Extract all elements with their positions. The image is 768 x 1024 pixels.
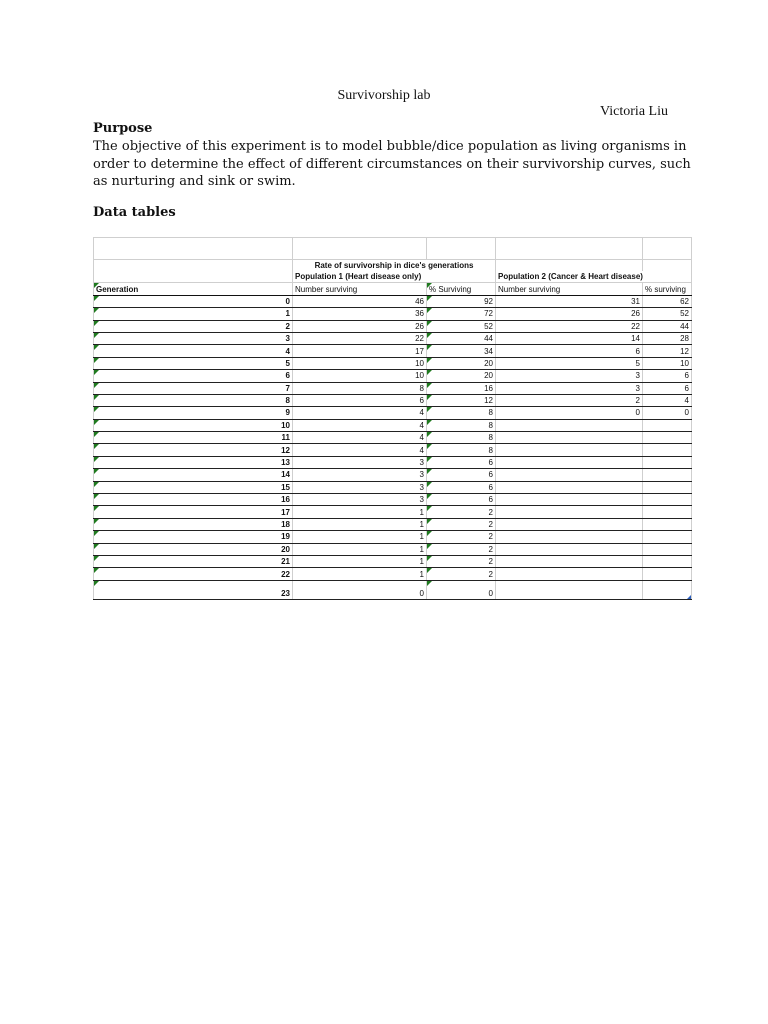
pop2-number-cell: 6 — [496, 345, 643, 357]
pop1-number-cell: 4 — [293, 444, 427, 456]
column-header-row — [94, 283, 692, 295]
pop2-percent-cell: 44 — [643, 320, 692, 332]
table-row — [94, 518, 692, 530]
pop1-number-cell: 1 — [293, 555, 427, 567]
data-tables-heading: Data tables — [93, 205, 176, 220]
population-1-label: Population 1 (Heart disease only) — [293, 271, 496, 283]
pop1-number-cell: 46 — [293, 295, 427, 307]
pop1-number-cell: 3 — [293, 494, 427, 506]
pop1-percent-cell: 8 — [427, 419, 496, 431]
pop2-number-cell: 0 — [496, 407, 643, 419]
pop2-number-cell — [496, 481, 643, 493]
pop1-percent-cell: 2 — [427, 555, 496, 567]
table-row — [94, 394, 692, 406]
pop2-number-cell — [496, 444, 643, 456]
table-row — [94, 357, 692, 369]
pop2-number-cell — [496, 555, 643, 567]
pop1-number-cell: 10 — [293, 370, 427, 382]
pop1-number-cell: 10 — [293, 357, 427, 369]
pop1-number-cell: 1 — [293, 506, 427, 518]
generation-cell: 8 — [94, 394, 293, 406]
pop2-percent-cell — [643, 481, 692, 493]
pop1-number-cell: 1 — [293, 568, 427, 580]
purpose-heading: Purpose — [93, 121, 153, 136]
generation-cell: 20 — [94, 543, 293, 555]
generation-cell: 21 — [94, 555, 293, 567]
generation-cell: 17 — [94, 506, 293, 518]
pop1-number-cell: 4 — [293, 432, 427, 444]
pop2-number-cell — [496, 518, 643, 530]
generation-cell: 13 — [94, 456, 293, 468]
column-header-pop2-number: Number surviving — [496, 283, 643, 295]
column-header-generation: Generation — [94, 283, 293, 295]
pop1-number-cell: 4 — [293, 419, 427, 431]
pop1-percent-cell: 72 — [427, 308, 496, 320]
pop2-number-cell — [496, 568, 643, 580]
pop2-percent-cell — [643, 518, 692, 530]
pop2-number-cell: 2 — [496, 394, 643, 406]
pop1-number-cell: 1 — [293, 543, 427, 555]
pop1-percent-cell: 0 — [427, 580, 496, 599]
generation-cell: 1 — [94, 308, 293, 320]
pop2-number-cell: 26 — [496, 308, 643, 320]
pop1-percent-cell: 16 — [427, 382, 496, 394]
document-title: Survivorship lab — [337, 88, 431, 103]
pop1-percent-cell: 8 — [427, 432, 496, 444]
table-row — [94, 432, 692, 444]
pop1-number-cell: 26 — [293, 320, 427, 332]
column-header-pop1-number: Number surviving — [293, 283, 427, 295]
pop1-percent-cell: 6 — [427, 481, 496, 493]
table-row — [94, 494, 692, 506]
table-row — [94, 295, 692, 307]
table-row — [94, 370, 692, 382]
pop2-percent-cell — [643, 531, 692, 543]
pop2-number-cell: 14 — [496, 332, 643, 344]
pop2-number-cell: 5 — [496, 357, 643, 369]
population-2-label: Population 2 (Cancer & Heart disease) — [496, 271, 692, 283]
table-row — [94, 444, 692, 456]
table-row — [94, 419, 692, 431]
generation-cell: 2 — [94, 320, 293, 332]
pop1-percent-cell: 6 — [427, 456, 496, 468]
pop1-percent-cell: 6 — [427, 469, 496, 481]
pop2-percent-cell: 12 — [643, 345, 692, 357]
generation-cell: 23 — [94, 580, 293, 599]
generation-cell: 19 — [94, 531, 293, 543]
pop2-percent-cell: 0 — [643, 407, 692, 419]
pop1-percent-cell: 2 — [427, 518, 496, 530]
pop1-percent-cell: 2 — [427, 506, 496, 518]
pop1-number-cell: 3 — [293, 456, 427, 468]
pop1-percent-cell: 20 — [427, 357, 496, 369]
pop2-percent-cell — [643, 432, 692, 444]
pop1-number-cell: 1 — [293, 531, 427, 543]
generation-cell: 22 — [94, 568, 293, 580]
pop2-percent-cell — [643, 543, 692, 555]
blank-header-row — [94, 238, 692, 260]
generation-cell: 10 — [94, 419, 293, 431]
pop2-percent-cell — [643, 555, 692, 567]
pop1-number-cell: 3 — [293, 481, 427, 493]
table-row — [94, 308, 692, 320]
pop1-percent-cell: 52 — [427, 320, 496, 332]
table-row — [94, 382, 692, 394]
table-row — [94, 345, 692, 357]
pop1-number-cell: 1 — [293, 518, 427, 530]
pop1-percent-cell: 6 — [427, 494, 496, 506]
pop1-percent-cell: 12 — [427, 394, 496, 406]
table-row — [94, 580, 692, 599]
generation-cell: 9 — [94, 407, 293, 419]
table-row — [94, 555, 692, 567]
pop1-number-cell: 22 — [293, 332, 427, 344]
pop2-percent-cell — [643, 568, 692, 580]
pop1-percent-cell: 2 — [427, 568, 496, 580]
pop1-percent-cell: 8 — [427, 444, 496, 456]
generation-cell: 7 — [94, 382, 293, 394]
pop2-number-cell: 31 — [496, 295, 643, 307]
pop2-percent-cell — [643, 419, 692, 431]
pop2-percent-cell — [643, 444, 692, 456]
table-caption-row — [94, 260, 692, 272]
table-row — [94, 456, 692, 468]
pop2-number-cell — [496, 580, 643, 599]
pop1-number-cell: 8 — [293, 382, 427, 394]
generation-cell: 6 — [94, 370, 293, 382]
generation-cell: 11 — [94, 432, 293, 444]
pop1-percent-cell: 2 — [427, 543, 496, 555]
pop1-number-cell: 4 — [293, 407, 427, 419]
table-row — [94, 568, 692, 580]
pop2-percent-cell — [643, 456, 692, 468]
table-row — [94, 506, 692, 518]
pop1-percent-cell: 8 — [427, 407, 496, 419]
pop2-percent-cell: 6 — [643, 382, 692, 394]
column-header-pop2-percent: % surviving — [643, 283, 692, 295]
pop2-percent-cell: 4 — [643, 394, 692, 406]
pop2-number-cell — [496, 494, 643, 506]
pop2-number-cell: 3 — [496, 382, 643, 394]
pop2-percent-cell — [643, 469, 692, 481]
pop2-number-cell — [496, 432, 643, 444]
pop2-number-cell — [496, 506, 643, 518]
pop2-percent-cell: 52 — [643, 308, 692, 320]
pop1-percent-cell: 20 — [427, 370, 496, 382]
fill-handle-icon — [687, 595, 691, 599]
pop1-percent-cell: 44 — [427, 332, 496, 344]
pop2-percent-cell: 28 — [643, 332, 692, 344]
table-row — [94, 320, 692, 332]
population-header-row — [94, 271, 692, 283]
pop2-number-cell — [496, 419, 643, 431]
generation-cell: 18 — [94, 518, 293, 530]
pop1-number-cell: 0 — [293, 580, 427, 599]
purpose-paragraph: The objective of this experiment is to model bubble/dice population as living organisms in order to determine the effect of different circumstances on their survivorship curves, such as nurturing and sink or swim. — [93, 139, 691, 189]
generation-cell: 12 — [94, 444, 293, 456]
pop2-percent-cell — [643, 506, 692, 518]
table-row — [94, 332, 692, 344]
table-row — [94, 407, 692, 419]
column-header-pop1-percent: % Surviving — [427, 283, 496, 295]
generation-cell: 15 — [94, 481, 293, 493]
table-row — [94, 481, 692, 493]
table-row — [94, 531, 692, 543]
pop1-number-cell: 36 — [293, 308, 427, 320]
pop2-number-cell — [496, 543, 643, 555]
pop1-percent-cell: 34 — [427, 345, 496, 357]
generation-cell: 0 — [94, 295, 293, 307]
generation-cell: 5 — [94, 357, 293, 369]
generation-cell: 16 — [94, 494, 293, 506]
generation-cell: 3 — [94, 332, 293, 344]
pop2-percent-cell: 10 — [643, 357, 692, 369]
author-name: Victoria Liu — [600, 104, 668, 119]
table-caption: Rate of survivorship in dice's generations — [293, 260, 496, 272]
pop1-percent-cell: 92 — [427, 295, 496, 307]
pop1-number-cell: 6 — [293, 394, 427, 406]
generation-cell: 14 — [94, 469, 293, 481]
pop2-percent-cell — [643, 494, 692, 506]
pop2-number-cell: 3 — [496, 370, 643, 382]
pop2-number-cell — [496, 531, 643, 543]
pop1-number-cell: 17 — [293, 345, 427, 357]
pop2-number-cell — [496, 456, 643, 468]
table-row — [94, 469, 692, 481]
pop2-percent-cell: 62 — [643, 295, 692, 307]
table-row — [94, 543, 692, 555]
pop2-number-cell: 22 — [496, 320, 643, 332]
generation-cell: 4 — [94, 345, 293, 357]
pop2-number-cell — [496, 469, 643, 481]
survivorship-data-table — [93, 237, 692, 600]
pop1-number-cell: 3 — [293, 469, 427, 481]
pop2-percent-cell: 6 — [643, 370, 692, 382]
pop2-percent-cell — [643, 580, 692, 599]
pop1-percent-cell: 2 — [427, 531, 496, 543]
